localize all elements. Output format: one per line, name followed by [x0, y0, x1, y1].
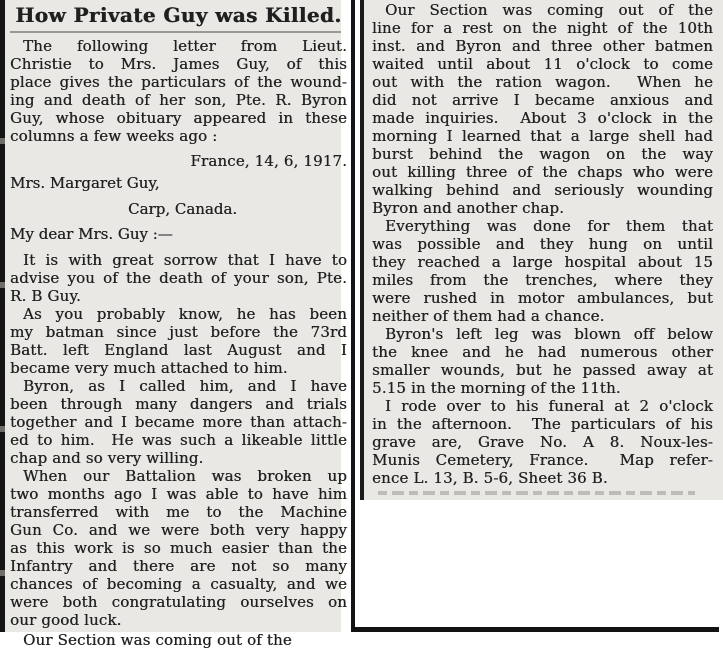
- text-line: R. B Guy.: [10, 287, 81, 305]
- text-line: Munis Cemetery, France. Map refer-: [372, 451, 713, 469]
- article-headline: How Private Guy was Killed.: [15, 3, 342, 27]
- text-line: Byron and another chap.: [372, 199, 565, 217]
- text-line: together and I became more than attach-: [10, 413, 347, 431]
- text-line: place gives the particulars of the wound-: [10, 73, 347, 91]
- article-paragraph-leg: [372, 325, 713, 397]
- text-line: chap and so very willing.: [10, 449, 204, 467]
- text-line: When our Battalion was broken up: [23, 467, 347, 485]
- text-line: Batt. left England last August and I: [10, 341, 347, 359]
- text-line: Guy, whose obituary appeared in these: [10, 109, 347, 127]
- text-line: It is with great sorrow that I have to: [23, 251, 347, 269]
- scan-edge-strip: [0, 0, 5, 632]
- article-paragraph-intro: [10, 37, 347, 145]
- text-line: ed to him. He was such a likeable little: [10, 431, 347, 449]
- text-line: Infantry and there are not so many: [10, 557, 347, 575]
- right-column-text: [372, 1, 713, 495]
- headline-rule: [10, 31, 341, 33]
- text-line: as this work is so much easier than the: [10, 539, 347, 557]
- bottom-edge-line: [351, 627, 719, 632]
- text-line: advise you of the death of your son, Pte.: [10, 269, 347, 287]
- text-line: inst. and Byron and three other batmen: [372, 37, 713, 55]
- text-line: transferred with me to the Machine: [10, 503, 347, 521]
- address-line-2: Carp, Canada.: [128, 200, 238, 218]
- text-line: walking behind and seriously wounding: [372, 181, 713, 199]
- text-line: they reached a large hospital about 15: [372, 253, 713, 271]
- article-paragraph-batman: [10, 305, 347, 377]
- text-line: made inquiries. About 3 o'clock in the: [372, 109, 713, 127]
- text-line: burst behind the wagon on the way: [372, 145, 713, 163]
- text-line: waited until about 11 o'clock to come: [372, 55, 713, 73]
- left-column-text: [10, 0, 347, 649]
- right-newspaper-clipping: [360, 0, 723, 500]
- clipped-partial-line: Our Section was coming out of the: [23, 631, 292, 649]
- text-line: grave are, Grave No. A 8. Noux-les-: [372, 433, 713, 451]
- text-line: Byron's left leg was blown off below: [385, 325, 713, 343]
- text-line: out killing three of the chaps who were: [372, 163, 713, 181]
- article-paragraph-funeral: [372, 397, 713, 487]
- text-line: The following letter from Lieut.: [23, 37, 347, 55]
- letter-dateline: France, 14, 6, 1917.: [190, 152, 347, 170]
- text-line: were both congratulating ourselves on: [10, 593, 347, 611]
- text-line: my batman since just before the 73rd: [10, 323, 347, 341]
- letter-salutation: My dear Mrs. Guy :—: [10, 225, 173, 243]
- text-line: Byron, as I called him, and I have: [23, 377, 347, 395]
- text-line: Christie to Mrs. James Guy, of this: [10, 55, 347, 73]
- text-line: smaller wounds, but he passed away at: [372, 361, 713, 379]
- text-line: ence L. 13, B. 5-6, Sheet 36 B.: [372, 469, 608, 487]
- text-line: neither of them had a chance.: [372, 307, 605, 325]
- article-paragraph-byron: [10, 377, 347, 467]
- text-line: in the afternoon. The particulars of his: [372, 415, 713, 433]
- text-line: out with the ration wagon. When he: [372, 73, 713, 91]
- left-newspaper-clipping: [0, 0, 347, 649]
- text-line: ing and death of her son, Pte. R. Byron: [10, 91, 347, 109]
- text-line: were rushed in motor ambulances, but: [372, 289, 713, 307]
- text-line: our good luck.: [10, 611, 122, 629]
- text-line: miles from the trenches, where they: [372, 271, 713, 289]
- text-line: chances of becoming a casualty, and we: [10, 575, 347, 593]
- article-paragraph-everything: [372, 217, 713, 325]
- text-line: did not arrive I became anxious and: [372, 91, 713, 109]
- text-line: was possible and they hung on until: [372, 235, 713, 253]
- text-line: Our Section was coming out of the: [385, 1, 713, 19]
- text-line: Gun Co. and we were both very happy: [10, 521, 347, 539]
- article-paragraph-sorrow: [10, 251, 347, 305]
- article-paragraph-section: [372, 1, 713, 217]
- column-divider-line: [351, 0, 355, 632]
- text-line: As you probably know, he has been: [23, 305, 347, 323]
- faint-clipped-line: [378, 491, 695, 495]
- text-line: the knee and he had numerous other: [372, 343, 713, 361]
- text-line: columns a few weeks ago :: [10, 127, 218, 145]
- text-line: 5.15 in the morning of the 11th.: [372, 379, 621, 397]
- text-line: Everything was done for them that: [385, 217, 713, 235]
- text-line: I rode over to his funeral at 2 o'clock: [385, 397, 713, 415]
- text-line: two months ago I was able to have him: [10, 485, 347, 503]
- address-line-1: Mrs. Margaret Guy,: [10, 174, 160, 192]
- text-line: line for a rest on the night of the 10th: [372, 19, 713, 37]
- article-paragraph-battalion: [10, 467, 347, 629]
- text-line: became very much attached to him.: [10, 359, 288, 377]
- text-line: been through many dangers and trials: [10, 395, 347, 413]
- text-line: morning I learned that a large shell had: [372, 127, 713, 145]
